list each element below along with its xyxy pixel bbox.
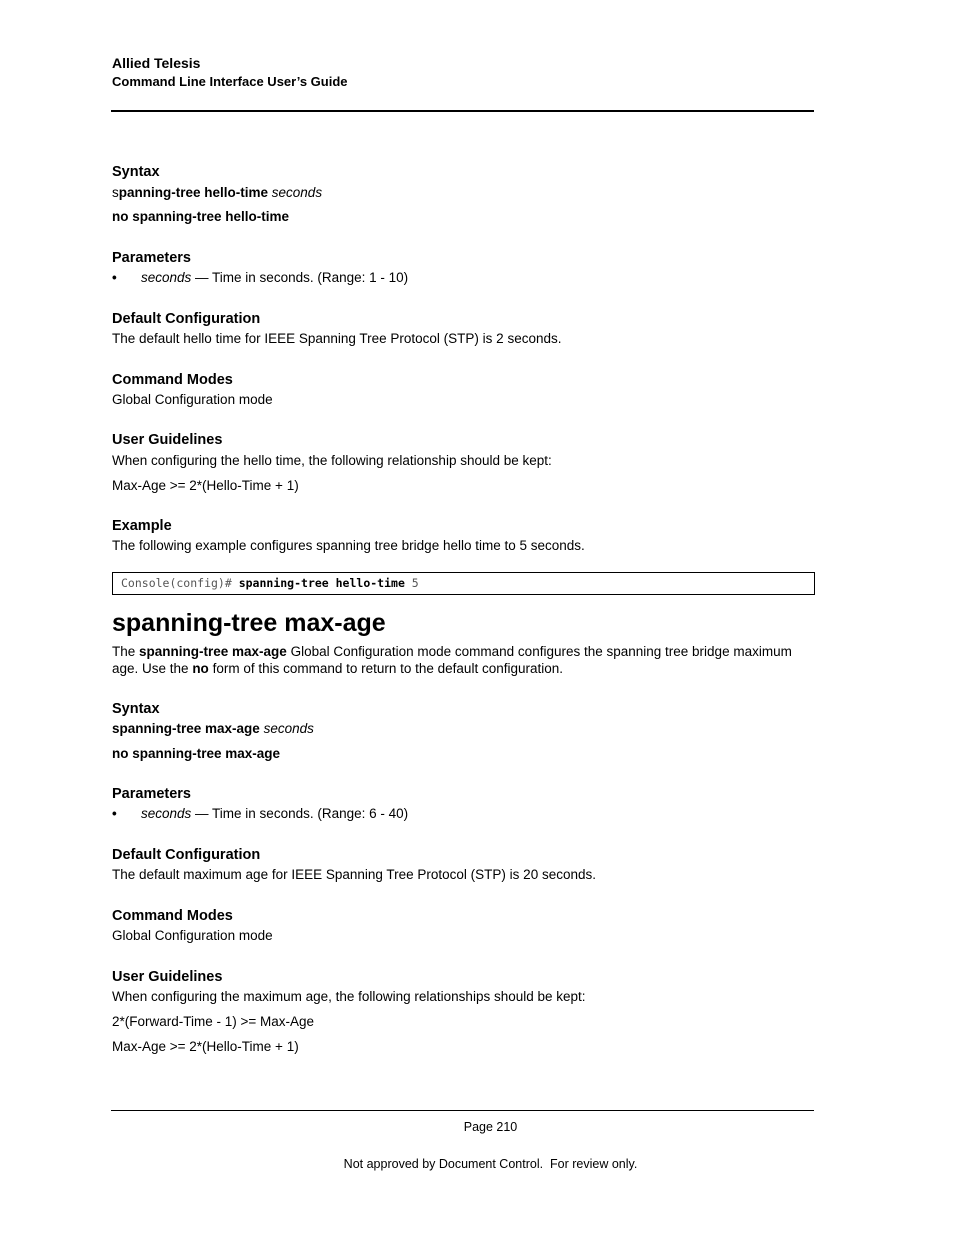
syntax-command-first-letter: s <box>112 185 119 200</box>
default-config-text: The default maximum age for IEEE Spanning Tree Protocol (STP) is 20 seconds. <box>112 867 596 882</box>
header-rule <box>111 110 814 112</box>
syntax-heading: Syntax <box>112 164 160 180</box>
command-modes-text: Global Configuration mode <box>112 392 273 407</box>
parameter-name: seconds <box>141 270 192 285</box>
page-number: Page 210 <box>463 1120 518 1134</box>
default-config-text: The default hello time for IEEE Spanning Tree Protocol (STP) is 2 seconds. <box>112 331 562 346</box>
header-company: Allied Telesis <box>112 55 201 71</box>
code-command: spanning-tree hello-time <box>238 576 405 590</box>
user-guidelines-text: When configuring the hello time, the following relationship should be kept: <box>112 453 552 468</box>
example-heading: Example <box>112 518 172 534</box>
parameter-item <box>141 270 408 285</box>
parameter-name: seconds <box>141 806 192 821</box>
default-config-heading: Default Configuration <box>112 847 261 863</box>
intro-text-start: The <box>112 644 140 659</box>
footer-rule <box>111 1110 814 1111</box>
syntax-argument: seconds <box>271 185 323 200</box>
parameters-heading: Parameters <box>112 786 191 802</box>
intro-text-middle: Global Configuration mode command configures the spanning tree bridge maximum age. Use the <box>112 644 792 676</box>
parameters-heading: Parameters <box>112 250 191 266</box>
section-intro <box>112 643 817 677</box>
code-example-line <box>121 576 419 590</box>
syntax-no-form: no spanning-tree max-age <box>112 746 281 761</box>
syntax-command: spanning-tree max-age <box>112 721 260 736</box>
guideline-formula-2: Max-Age >= 2*(Hello-Time + 1) <box>112 1039 299 1054</box>
parameter-description: — Time in seconds. (Range: 1 - 10) <box>191 270 409 285</box>
intro-command: spanning-tree max-age <box>139 644 287 659</box>
syntax-line <box>112 185 322 200</box>
syntax-line <box>112 721 314 736</box>
user-guidelines-heading: User Guidelines <box>112 432 223 448</box>
syntax-no-form: no spanning-tree hello-time <box>112 209 290 224</box>
bullet-icon: • <box>112 806 117 821</box>
parameter-item <box>141 806 408 821</box>
parameter-description: — Time in seconds. (Range: 6 - 40) <box>191 806 409 821</box>
bullet-icon: • <box>112 270 117 285</box>
syntax-command: panning-tree hello-time <box>118 185 269 200</box>
intro-text-end: form of this command to return to the default configuration. <box>208 661 563 676</box>
user-guidelines-text: When configuring the maximum age, the following relationships should be kept: <box>112 989 586 1004</box>
command-modes-text: Global Configuration mode <box>112 928 273 943</box>
header-guide-title: Command Line Interface User’s Guide <box>112 74 348 89</box>
syntax-argument: seconds <box>263 721 314 736</box>
guideline-formula: Max-Age >= 2*(Hello-Time + 1) <box>112 478 299 493</box>
guideline-formula-1: 2*(Forward-Time - 1) >= Max-Age <box>112 1014 315 1029</box>
code-example-box <box>112 572 815 595</box>
syntax-heading: Syntax <box>112 701 160 717</box>
section-title: spanning-tree max-age <box>112 609 386 637</box>
code-prompt: Console(config)# <box>121 576 239 590</box>
command-modes-heading: Command Modes <box>112 372 233 388</box>
review-notice: Not approved by Document Control. For review only. <box>343 1157 638 1171</box>
default-config-heading: Default Configuration <box>112 311 261 327</box>
intro-no-keyword: no <box>192 661 209 676</box>
example-text: The following example configures spanning tree bridge hello time to 5 seconds. <box>112 538 585 553</box>
user-guidelines-heading: User Guidelines <box>112 969 223 985</box>
command-modes-heading: Command Modes <box>112 908 233 924</box>
code-argument: 5 <box>404 576 419 590</box>
